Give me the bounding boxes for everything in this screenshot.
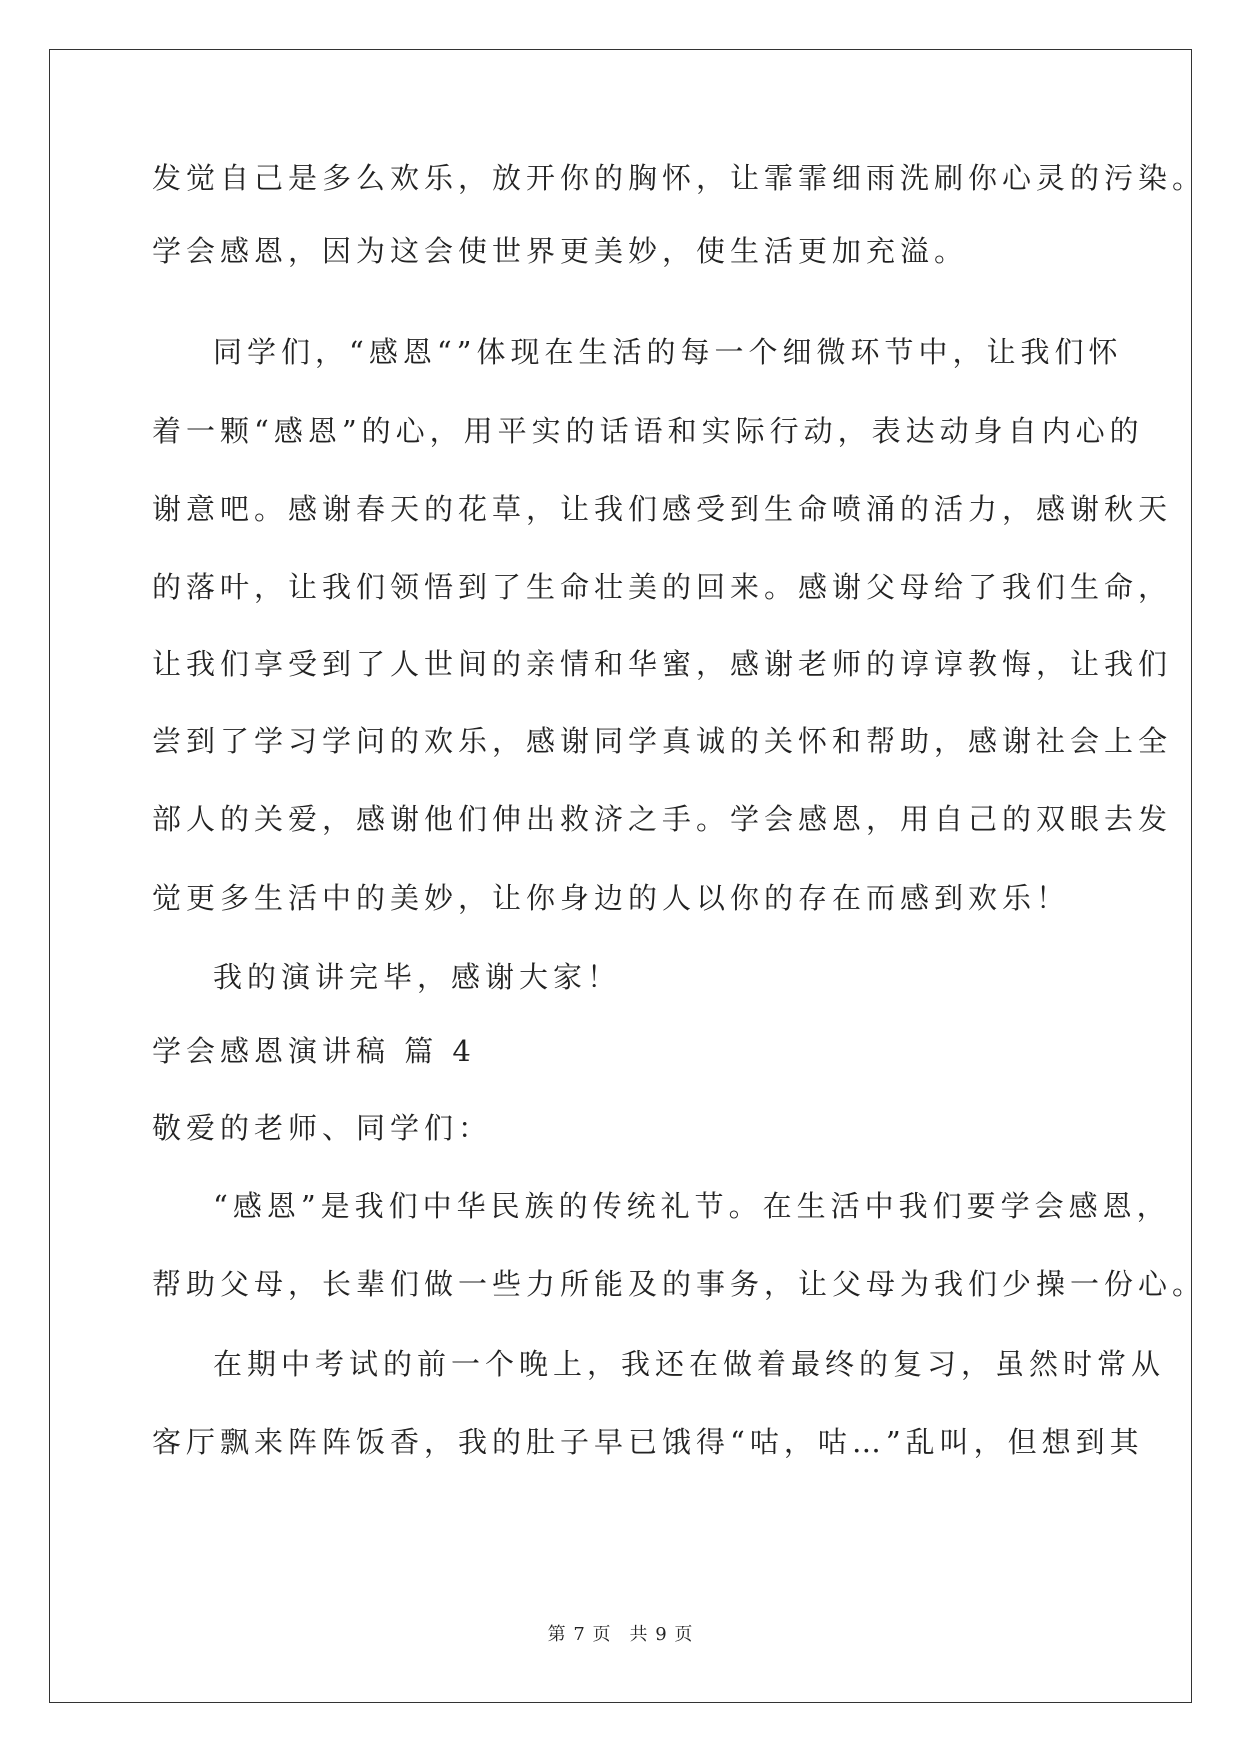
text-line: 客厅飘来阵阵饭香，我的肚子早已饿得“咕，咕…”乱叫，但想到其 xyxy=(152,1425,1144,1459)
text-line: 让我们享受到了人世间的亲情和华蜜，感谢老师的谆谆教悔，让我们 xyxy=(152,647,1173,681)
section-heading: 学会感恩演讲稿 篇 4 xyxy=(152,1034,476,1068)
page-number: 第 7 页 xyxy=(547,1624,612,1645)
text-line: 的落叶，让我们领悟到了生命壮美的回来。感谢父母给了我们生命， xyxy=(152,570,1173,604)
text-line: 部人的关爱，感谢他们伸出救济之手。学会感恩，用自己的双眼去发 xyxy=(152,802,1173,836)
text-line: 着一颗“感恩”的心，用平实的话语和实际行动，表达动身自内心的 xyxy=(152,414,1144,448)
page-footer xyxy=(0,1620,1241,1646)
paragraph-start: “感恩”是我们中华民族的传统礼节。在生活中我们要学会感恩， xyxy=(213,1189,1171,1223)
closing-line: 我的演讲完毕，感谢大家！ xyxy=(213,960,622,994)
text-line: 帮助父母，长辈们做一些力所能及的事务，让父母为我们少操一份心。 xyxy=(152,1267,1207,1301)
salutation: 敬爱的老师、同学们： xyxy=(152,1111,493,1145)
text-line: 尝到了学习学问的欢乐，感谢同学真诚的关怀和帮助，感谢社会上全 xyxy=(152,724,1173,758)
paragraph-start: 在期中考试的前一个晚上，我还在做着最终的复习，虽然时常从 xyxy=(213,1347,1166,1381)
page-total: 共 9 页 xyxy=(629,1624,694,1645)
text-line: 谢意吧。感谢春天的花草，让我们感受到生命喷涌的活力，感谢秋天 xyxy=(152,492,1173,526)
text-line: 觉更多生活中的美妙，让你身边的人以你的存在而感到欢乐！ xyxy=(152,881,1071,915)
paragraph-start: 同学们，“感恩“”体现在生活的每一个细微环节中，让我们怀 xyxy=(213,335,1123,369)
text-line: 发觉自己是多么欢乐，放开你的胸怀，让霏霏细雨洗刷你心灵的污染。 xyxy=(152,161,1207,195)
text-line: 学会感恩，因为这会使世界更美妙，使生活更加充溢。 xyxy=(152,234,969,268)
